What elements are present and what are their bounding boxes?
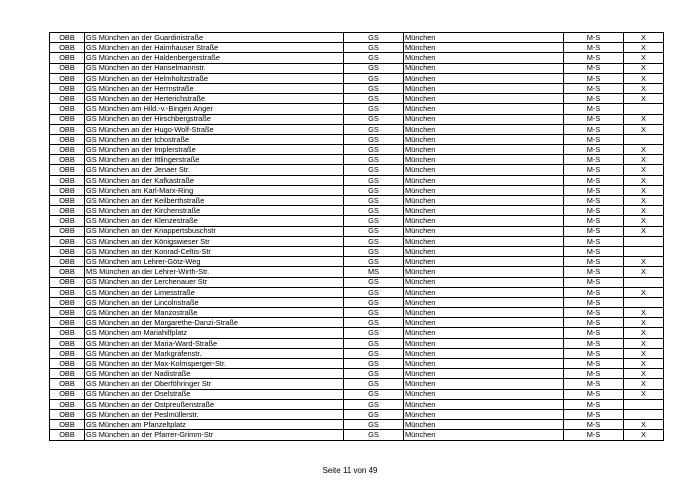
table-row xyxy=(50,348,664,358)
table-row xyxy=(50,43,664,53)
city-cell: München xyxy=(404,318,564,328)
school-name-cell: GS München am Hild.-v.-Bingen Anger xyxy=(85,104,344,114)
school-table xyxy=(49,32,664,441)
region-cell: OBB xyxy=(50,196,85,206)
table-row xyxy=(50,338,664,348)
school-name-cell: GS München an der Kafkastraße xyxy=(85,175,344,185)
mark-cell: X xyxy=(624,348,664,358)
mark-cell: X xyxy=(624,53,664,63)
school-name-cell: GS München an der Haimhauser Straße xyxy=(85,43,344,53)
region-cell: OBB xyxy=(50,409,85,419)
school-name-cell: GS München an der Haldenbergerstraße xyxy=(85,53,344,63)
school-name-cell: GS München an der Königswieser Str xyxy=(85,236,344,246)
region-cell: OBB xyxy=(50,257,85,267)
table-row xyxy=(50,185,664,195)
mark-cell: X xyxy=(624,145,664,155)
city-cell: München xyxy=(404,409,564,419)
school-type-cell: GS xyxy=(344,73,404,83)
ms-cell: M-S xyxy=(564,399,624,409)
ms-cell: M-S xyxy=(564,308,624,318)
mark-cell: X xyxy=(624,73,664,83)
school-name-cell: GS München an der Knappertsbuschstr xyxy=(85,226,344,236)
city-cell: München xyxy=(404,216,564,226)
ms-cell: M-S xyxy=(564,33,624,43)
ms-cell: M-S xyxy=(564,216,624,226)
school-name-cell: GS München an der Markgrafenstr. xyxy=(85,348,344,358)
mark-cell xyxy=(624,104,664,114)
table-row xyxy=(50,308,664,318)
mark-cell: X xyxy=(624,165,664,175)
ms-cell: M-S xyxy=(564,185,624,195)
region-cell: OBB xyxy=(50,277,85,287)
school-type-cell: GS xyxy=(344,420,404,430)
mark-cell: X xyxy=(624,175,664,185)
table-row xyxy=(50,420,664,430)
school-name-cell: GS München an der Lerchenauer Str xyxy=(85,277,344,287)
ms-cell: M-S xyxy=(564,297,624,307)
table-row xyxy=(50,175,664,185)
school-name-cell: GS München an der Guardinistraße xyxy=(85,33,344,43)
table-row xyxy=(50,369,664,379)
ms-cell: M-S xyxy=(564,277,624,287)
ms-cell: M-S xyxy=(564,83,624,93)
region-cell: OBB xyxy=(50,63,85,73)
region-cell: OBB xyxy=(50,43,85,53)
table-row xyxy=(50,359,664,369)
mark-cell: X xyxy=(624,114,664,124)
city-cell: München xyxy=(404,43,564,53)
ms-cell: M-S xyxy=(564,145,624,155)
city-cell: München xyxy=(404,338,564,348)
table-row xyxy=(50,379,664,389)
table-row xyxy=(50,145,664,155)
city-cell: München xyxy=(404,83,564,93)
mark-cell xyxy=(624,134,664,144)
school-name-cell: GS München an der Konrad-Celtis-Str xyxy=(85,246,344,256)
mark-cell: X xyxy=(624,216,664,226)
mark-cell: X xyxy=(624,389,664,399)
school-name-cell: GS München an der Jenaer Str. xyxy=(85,165,344,175)
mark-cell: X xyxy=(624,185,664,195)
city-cell: München xyxy=(404,328,564,338)
ms-cell: M-S xyxy=(564,359,624,369)
school-name-cell: GS München an der Hirschbergstraße xyxy=(85,114,344,124)
ms-cell: M-S xyxy=(564,379,624,389)
region-cell: OBB xyxy=(50,124,85,134)
mark-cell: X xyxy=(624,33,664,43)
region-cell: OBB xyxy=(50,328,85,338)
region-cell: OBB xyxy=(50,246,85,256)
mark-cell: X xyxy=(624,359,664,369)
region-cell: OBB xyxy=(50,185,85,195)
school-type-cell: GS xyxy=(344,257,404,267)
mark-cell xyxy=(624,246,664,256)
ms-cell: M-S xyxy=(564,328,624,338)
region-cell: OBB xyxy=(50,287,85,297)
mark-cell xyxy=(624,399,664,409)
school-name-cell: GS München an der Hanselmannstr. xyxy=(85,63,344,73)
school-type-cell: GS xyxy=(344,114,404,124)
ms-cell: M-S xyxy=(564,165,624,175)
table-row xyxy=(50,297,664,307)
table-row xyxy=(50,206,664,216)
region-cell: OBB xyxy=(50,399,85,409)
school-name-cell: GS München an der Implerstraße xyxy=(85,145,344,155)
school-type-cell: GS xyxy=(344,175,404,185)
school-type-cell: GS xyxy=(344,328,404,338)
city-cell: München xyxy=(404,236,564,246)
mark-cell: X xyxy=(624,267,664,277)
mark-cell: X xyxy=(624,379,664,389)
school-name-cell: GS München an der Helmholtzstraße xyxy=(85,73,344,83)
school-name-cell: GS München an der Oberföhringer Str xyxy=(85,379,344,389)
school-type-cell: GS xyxy=(344,246,404,256)
city-cell: München xyxy=(404,155,564,165)
ms-cell: M-S xyxy=(564,114,624,124)
school-type-cell: GS xyxy=(344,43,404,53)
mark-cell: X xyxy=(624,420,664,430)
mark-cell: X xyxy=(624,287,664,297)
region-cell: OBB xyxy=(50,318,85,328)
city-cell: München xyxy=(404,124,564,134)
table-row xyxy=(50,287,664,297)
school-type-cell: GS xyxy=(344,206,404,216)
region-cell: OBB xyxy=(50,216,85,226)
school-name-cell: GS München an der Keilberthstraße xyxy=(85,196,344,206)
table-body xyxy=(50,33,664,441)
school-type-cell: GS xyxy=(344,379,404,389)
region-cell: OBB xyxy=(50,206,85,216)
school-type-cell: GS xyxy=(344,165,404,175)
ms-cell: M-S xyxy=(564,338,624,348)
school-name-cell: GS München an der Herrnstraße xyxy=(85,83,344,93)
table-row xyxy=(50,226,664,236)
city-cell: München xyxy=(404,369,564,379)
region-cell: OBB xyxy=(50,338,85,348)
city-cell: München xyxy=(404,399,564,409)
ms-cell: M-S xyxy=(564,63,624,73)
mark-cell: X xyxy=(624,338,664,348)
city-cell: München xyxy=(404,379,564,389)
mark-cell xyxy=(624,277,664,287)
school-type-cell: GS xyxy=(344,359,404,369)
table-row xyxy=(50,389,664,399)
mark-cell: X xyxy=(624,308,664,318)
city-cell: München xyxy=(404,359,564,369)
table-row xyxy=(50,165,664,175)
ms-cell: M-S xyxy=(564,196,624,206)
city-cell: München xyxy=(404,114,564,124)
city-cell: München xyxy=(404,420,564,430)
region-cell: OBB xyxy=(50,145,85,155)
school-type-cell: GS xyxy=(344,338,404,348)
city-cell: München xyxy=(404,267,564,277)
city-cell: München xyxy=(404,63,564,73)
school-type-cell: GS xyxy=(344,236,404,246)
school-name-cell: GS München an der Klenzestraße xyxy=(85,216,344,226)
school-name-cell: GS München am Mariahilfplatz xyxy=(85,328,344,338)
school-type-cell: GS xyxy=(344,33,404,43)
city-cell: München xyxy=(404,53,564,63)
region-cell: OBB xyxy=(50,236,85,246)
school-type-cell: GS xyxy=(344,297,404,307)
city-cell: München xyxy=(404,287,564,297)
region-cell: OBB xyxy=(50,369,85,379)
school-name-cell: GS München an der Kirchenstraße xyxy=(85,206,344,216)
school-type-cell: GS xyxy=(344,226,404,236)
ms-cell: M-S xyxy=(564,175,624,185)
region-cell: OBB xyxy=(50,33,85,43)
table-row xyxy=(50,246,664,256)
table-row xyxy=(50,134,664,144)
mark-cell: X xyxy=(624,196,664,206)
mark-cell: X xyxy=(624,94,664,104)
school-name-cell: GS München an der Limesstraße xyxy=(85,287,344,297)
table-row xyxy=(50,94,664,104)
ms-cell: M-S xyxy=(564,226,624,236)
city-cell: München xyxy=(404,196,564,206)
school-type-cell: GS xyxy=(344,318,404,328)
school-type-cell: GS xyxy=(344,399,404,409)
ms-cell: M-S xyxy=(564,104,624,114)
school-name-cell: GS München am Pfanzeltplatz xyxy=(85,420,344,430)
table-row xyxy=(50,63,664,73)
table-row xyxy=(50,124,664,134)
mark-cell: X xyxy=(624,83,664,93)
ms-cell: M-S xyxy=(564,246,624,256)
region-cell: OBB xyxy=(50,297,85,307)
city-cell: München xyxy=(404,348,564,358)
city-cell: München xyxy=(404,104,564,114)
city-cell: München xyxy=(404,185,564,195)
school-type-cell: GS xyxy=(344,277,404,287)
table-row xyxy=(50,216,664,226)
school-type-cell: GS xyxy=(344,287,404,297)
ms-cell: M-S xyxy=(564,53,624,63)
school-type-cell: GS xyxy=(344,104,404,114)
mark-cell: X xyxy=(624,328,664,338)
city-cell: München xyxy=(404,226,564,236)
school-type-cell: GS xyxy=(344,94,404,104)
school-name-cell: GS München an der Ichostraße xyxy=(85,134,344,144)
school-type-cell: GS xyxy=(344,216,404,226)
school-name-cell: GS München an der Margarethe-Danzi-Straße xyxy=(85,318,344,328)
school-name-cell: GS München an der Pfarrer-Grimm-Str xyxy=(85,430,344,440)
table-row xyxy=(50,236,664,246)
city-cell: München xyxy=(404,257,564,267)
school-name-cell: GS München an der Herterichstraße xyxy=(85,94,344,104)
city-cell: München xyxy=(404,94,564,104)
city-cell: München xyxy=(404,308,564,318)
ms-cell: M-S xyxy=(564,369,624,379)
ms-cell: M-S xyxy=(564,134,624,144)
school-type-cell: GS xyxy=(344,53,404,63)
mark-cell: X xyxy=(624,257,664,267)
city-cell: München xyxy=(404,145,564,155)
table-row xyxy=(50,53,664,63)
school-name-cell: GS München an der Nadistraße xyxy=(85,369,344,379)
ms-cell: M-S xyxy=(564,124,624,134)
city-cell: München xyxy=(404,33,564,43)
region-cell: OBB xyxy=(50,226,85,236)
city-cell: München xyxy=(404,389,564,399)
school-type-cell: GS xyxy=(344,185,404,195)
mark-cell: X xyxy=(624,155,664,165)
school-name-cell: GS München am Karl-Marx-Ring xyxy=(85,185,344,195)
city-cell: München xyxy=(404,206,564,216)
city-cell: München xyxy=(404,175,564,185)
mark-cell: X xyxy=(624,63,664,73)
mark-cell: X xyxy=(624,318,664,328)
table-row xyxy=(50,196,664,206)
mark-cell xyxy=(624,297,664,307)
school-name-cell: GS München an der Maria-Ward-Straße xyxy=(85,338,344,348)
table-row xyxy=(50,83,664,93)
ms-cell: M-S xyxy=(564,348,624,358)
ms-cell: M-S xyxy=(564,236,624,246)
table-row xyxy=(50,104,664,114)
school-type-cell: GS xyxy=(344,409,404,419)
ms-cell: M-S xyxy=(564,257,624,267)
ms-cell: M-S xyxy=(564,94,624,104)
city-cell: München xyxy=(404,134,564,144)
school-type-cell: GS xyxy=(344,389,404,399)
mark-cell: X xyxy=(624,206,664,216)
table-row xyxy=(50,267,664,277)
school-name-cell: GS München an der Hugo-Wolf-Straße xyxy=(85,124,344,134)
table-row xyxy=(50,277,664,287)
school-name-cell: GS München an der Ittlingerstraße xyxy=(85,155,344,165)
city-cell: München xyxy=(404,430,564,440)
region-cell: OBB xyxy=(50,267,85,277)
table-row xyxy=(50,318,664,328)
region-cell: OBB xyxy=(50,379,85,389)
ms-cell: M-S xyxy=(564,389,624,399)
region-cell: OBB xyxy=(50,165,85,175)
ms-cell: M-S xyxy=(564,430,624,440)
city-cell: München xyxy=(404,165,564,175)
school-type-cell: GS xyxy=(344,196,404,206)
region-cell: OBB xyxy=(50,83,85,93)
region-cell: OBB xyxy=(50,420,85,430)
region-cell: OBB xyxy=(50,175,85,185)
school-name-cell: MS München an der Lehrer-Wirth-Str. xyxy=(85,267,344,277)
table-row xyxy=(50,33,664,43)
mark-cell: X xyxy=(624,124,664,134)
region-cell: OBB xyxy=(50,53,85,63)
ms-cell: M-S xyxy=(564,318,624,328)
school-type-cell: MS xyxy=(344,267,404,277)
mark-cell xyxy=(624,236,664,246)
ms-cell: M-S xyxy=(564,43,624,53)
mark-cell: X xyxy=(624,43,664,53)
city-cell: München xyxy=(404,246,564,256)
city-cell: München xyxy=(404,277,564,287)
table-row xyxy=(50,409,664,419)
mark-cell: X xyxy=(624,369,664,379)
region-cell: OBB xyxy=(50,359,85,369)
mark-cell xyxy=(624,409,664,419)
region-cell: OBB xyxy=(50,430,85,440)
school-type-cell: GS xyxy=(344,308,404,318)
school-type-cell: GS xyxy=(344,134,404,144)
table-row xyxy=(50,155,664,165)
table-row xyxy=(50,328,664,338)
school-type-cell: GS xyxy=(344,348,404,358)
ms-cell: M-S xyxy=(564,420,624,430)
region-cell: OBB xyxy=(50,308,85,318)
school-name-cell: GS München an der Ostpreußenstraße xyxy=(85,399,344,409)
school-name-cell: GS München an der Oselstraße xyxy=(85,389,344,399)
region-cell: OBB xyxy=(50,155,85,165)
city-cell: München xyxy=(404,297,564,307)
school-type-cell: GS xyxy=(344,63,404,73)
page-footer: Seite 11 von 49 xyxy=(322,466,378,475)
table-row xyxy=(50,430,664,440)
mark-cell: X xyxy=(624,430,664,440)
region-cell: OBB xyxy=(50,114,85,124)
ms-cell: M-S xyxy=(564,206,624,216)
table-row xyxy=(50,399,664,409)
school-type-cell: GS xyxy=(344,155,404,165)
table-row xyxy=(50,73,664,83)
school-name-cell: GS München an der Max-Kolmsperger-Str. xyxy=(85,359,344,369)
table-row xyxy=(50,257,664,267)
table-row xyxy=(50,114,664,124)
region-cell: OBB xyxy=(50,134,85,144)
region-cell: OBB xyxy=(50,348,85,358)
school-type-cell: GS xyxy=(344,430,404,440)
region-cell: OBB xyxy=(50,389,85,399)
school-type-cell: GS xyxy=(344,124,404,134)
ms-cell: M-S xyxy=(564,155,624,165)
region-cell: OBB xyxy=(50,104,85,114)
school-name-cell: GS München an der Manzostraße xyxy=(85,308,344,318)
school-type-cell: GS xyxy=(344,145,404,155)
school-name-cell: GS München an der Lincolnstraße xyxy=(85,297,344,307)
ms-cell: M-S xyxy=(564,287,624,297)
school-name-cell: GS München an der Peslmüllerstr. xyxy=(85,409,344,419)
ms-cell: M-S xyxy=(564,267,624,277)
ms-cell: M-S xyxy=(564,73,624,83)
city-cell: München xyxy=(404,73,564,83)
school-type-cell: GS xyxy=(344,83,404,93)
mark-cell: X xyxy=(624,226,664,236)
region-cell: OBB xyxy=(50,94,85,104)
region-cell: OBB xyxy=(50,73,85,83)
school-name-cell: GS München am Lehrer-Götz-Weg xyxy=(85,257,344,267)
school-type-cell: GS xyxy=(344,369,404,379)
ms-cell: M-S xyxy=(564,409,624,419)
